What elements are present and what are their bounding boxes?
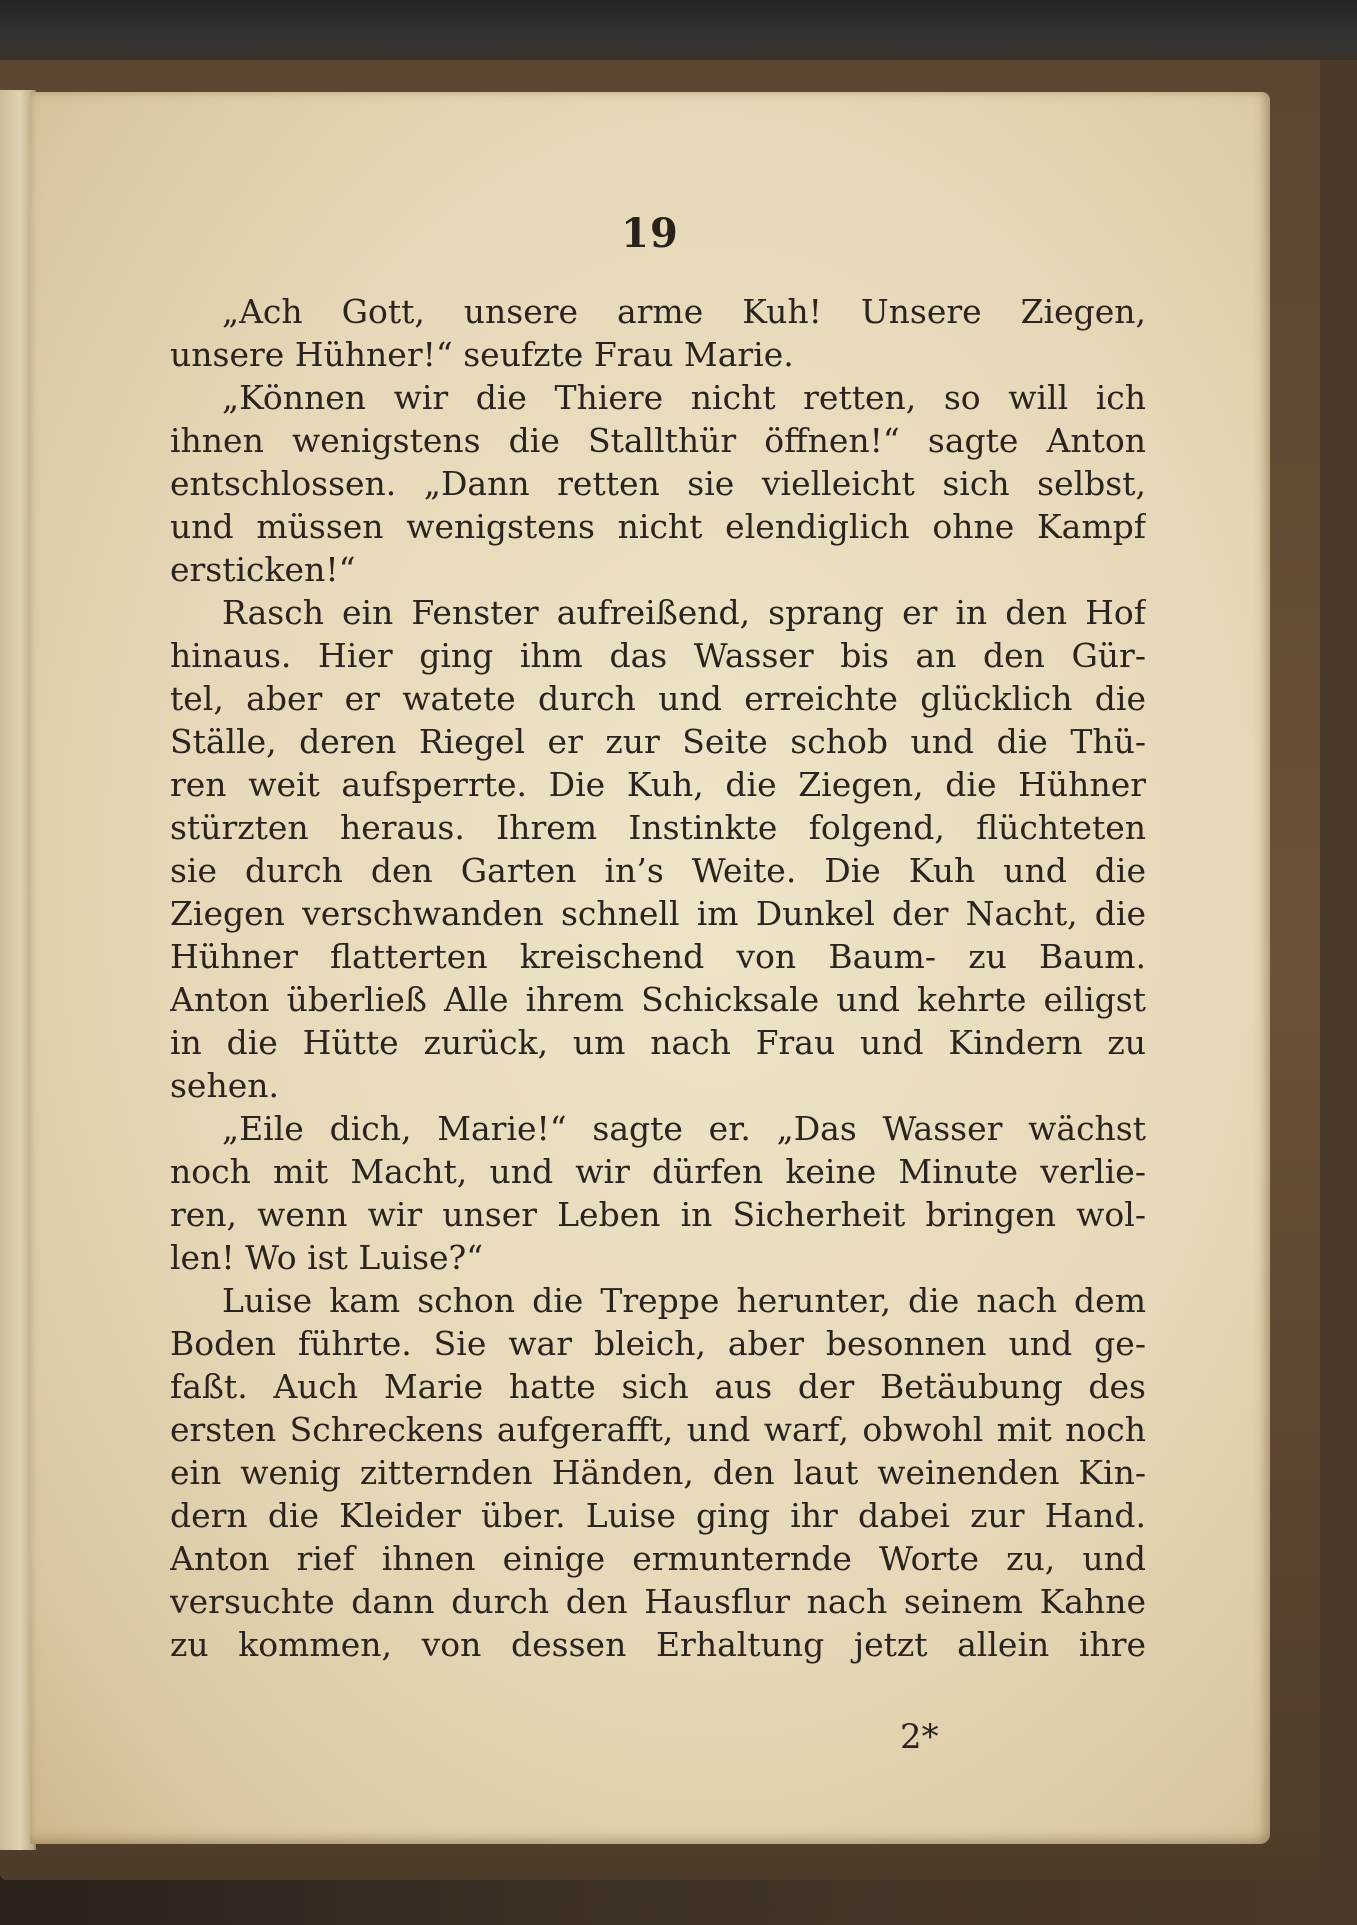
text-line: und müssen wenigstens nicht elendiglich ohne Kampf: [170, 507, 1146, 546]
text-line: Ställe, deren Riegel er zur Seite schob und die Thü-: [170, 722, 1146, 761]
text-line: dern die Kleider über. Luise ging ihr dabei zur Hand.: [170, 1496, 1146, 1535]
text-line: sie durch den Garten in’s Weite. Die Kuh und die: [170, 851, 1146, 890]
text-line: in die Hütte zurück, um nach Frau und Kindern zu: [170, 1023, 1146, 1062]
text-line: ersticken!“: [170, 550, 356, 589]
text-line: faßt. Auch Marie hatte sich aus der Betäubung des: [170, 1367, 1146, 1406]
text-line: ersten Schreckens aufgerafft, und warf, obwohl mit noch: [170, 1410, 1146, 1449]
text-line: sehen.: [170, 1066, 279, 1105]
text-line: Anton rief ihnen einige ermunternde Worte zu, und: [170, 1539, 1146, 1578]
signature-mark: 2*: [900, 1717, 939, 1757]
text-line: len! Wo ist Luise?“: [170, 1238, 484, 1277]
book-top-edge: [0, 0, 1357, 60]
text-line: versuchte dann durch den Hausflur nach seinem Kahne: [170, 1582, 1146, 1621]
text-line: stürzten heraus. Ihrem Instinkte folgend, flüchteten: [170, 808, 1146, 847]
text-line: ein wenig zitternden Händen, den laut weinenden Kin-: [170, 1453, 1146, 1492]
text-line: Boden führte. Sie war bleich, aber besonnen und ge-: [170, 1324, 1146, 1363]
text-line: noch mit Macht, und wir dürfen keine Minute verlie-: [170, 1152, 1146, 1191]
text-line: „Ach Gott, unsere arme Kuh! Unsere Ziegen,: [222, 292, 1146, 331]
text-line: entschlossen. „Dann retten sie vielleicht sich selbst,: [170, 464, 1146, 503]
text-line: tel, aber er watete durch und erreichte glücklich die: [170, 679, 1146, 718]
text-line: ihnen wenigstens die Stallthür öffnen!“ sagte Anton: [170, 421, 1146, 460]
text-line: ren, wenn wir unser Leben in Sicherheit bringen wol-: [170, 1195, 1146, 1234]
text-line: unsere Hühner!“ seufzte Frau Marie.: [170, 335, 794, 374]
text-line: Rasch ein Fenster aufreißend, sprang er in den Hof: [222, 593, 1146, 632]
book-page: [30, 92, 1270, 1844]
text-line: ren weit aufsperrte. Die Kuh, die Ziegen, die Hühner: [170, 765, 1146, 804]
text-line: „Eile dich, Marie!“ sagte er. „Das Wasser wächst: [222, 1109, 1146, 1148]
page-number: 19: [621, 210, 679, 257]
text-line: zu kommen, von dessen Erhaltung jetzt allein ihre: [170, 1625, 1146, 1664]
text-line: Ziegen verschwanden schnell im Dunkel der Nacht, die: [170, 894, 1146, 933]
text-line: „Können wir die Thiere nicht retten, so will ich: [222, 378, 1146, 417]
text-line: Hühner flatterten kreischend von Baum- zu Baum.: [170, 937, 1146, 976]
text-line: Anton überließ Alle ihrem Schicksale und kehrte eiligst: [170, 980, 1146, 1019]
text-line: hinaus. Hier ging ihm das Wasser bis an den Gür-: [170, 636, 1146, 675]
body-text: [170, 290, 1146, 1666]
text-line: Luise kam schon die Treppe herunter, die nach dem: [222, 1281, 1146, 1320]
